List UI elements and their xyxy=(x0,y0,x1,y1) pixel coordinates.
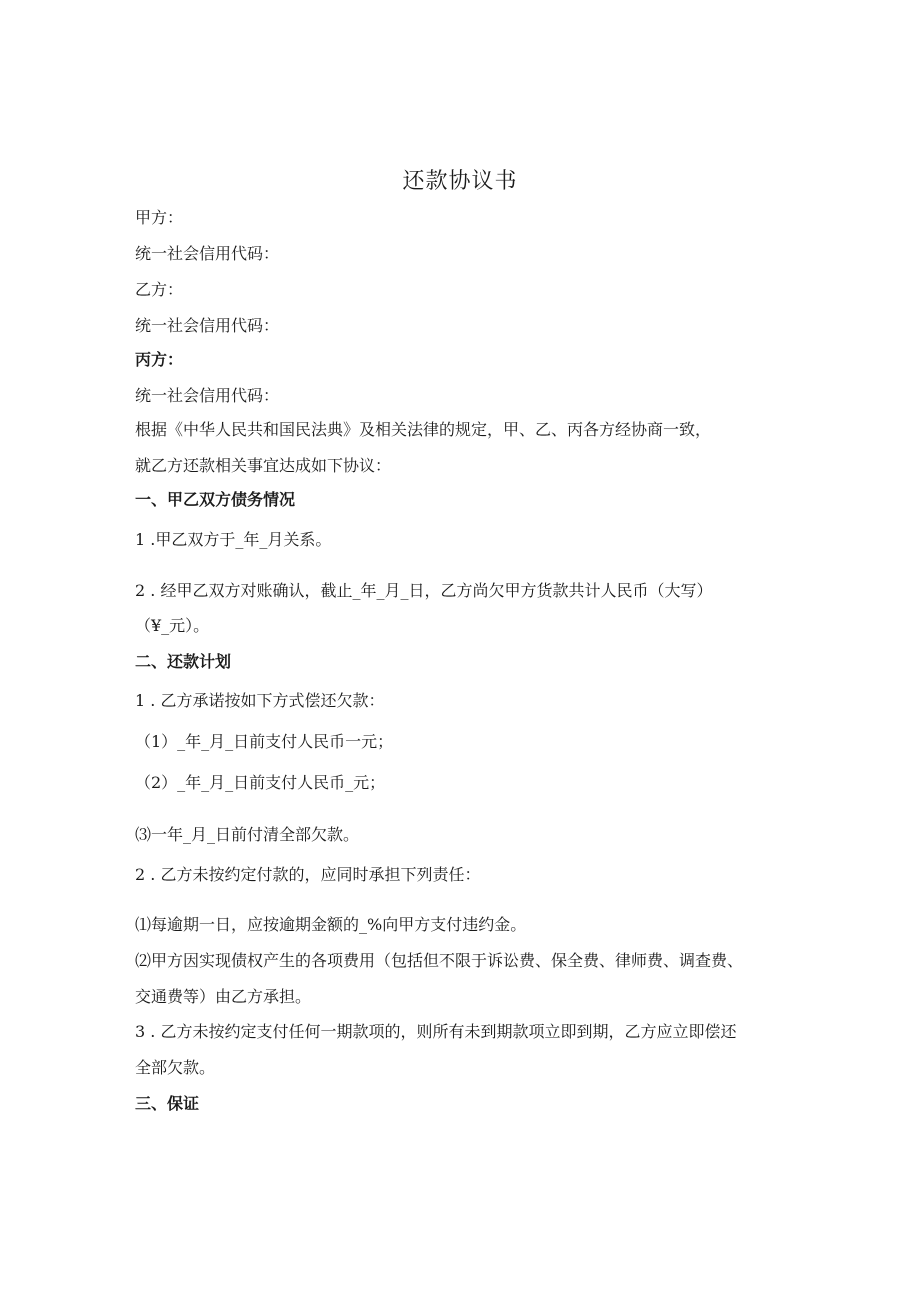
preamble-line-2: 就乙方还款相关事宜达成如下协议： xyxy=(135,456,392,475)
section-2-liability-1: ⑴每逾期一日，应按逾期金额的_%向甲方支付违约金。 xyxy=(135,915,527,934)
section-2-item-1: 1 . 乙方承诺按如下方式偿还欠款： xyxy=(135,691,385,710)
preamble-line-1: 根据《中华人民共和国民法典》及相关法律的规定，甲、乙、丙各方经协商一致， xyxy=(135,420,712,439)
section-2-liability-2-line-1: ⑵甲方因实现债权产生的各项费用（包括但不限于诉讼费、保全费、律师费、调查费、 xyxy=(135,951,744,970)
party-b-label: 乙方： xyxy=(135,280,184,299)
section-2-liability-2-line-2: 交通费等）由乙方承担。 xyxy=(135,987,312,1006)
party-a-credit-code: 统一社会信用代码： xyxy=(135,244,280,263)
section-2-heading: 二、还款计划 xyxy=(135,652,232,671)
section-2-sub-3: ⑶一年_月_日前付清全部欠款。 xyxy=(135,825,360,844)
section-1-heading: 一、甲乙双方债务情况 xyxy=(135,490,296,509)
section-3-heading: 三、保证 xyxy=(135,1094,200,1113)
section-2-sub-2: （2）_年_月_日前支付人民币_元； xyxy=(135,773,386,792)
section-2-sub-1: （1）_年_月_日前支付人民币一元； xyxy=(135,732,394,751)
section-1-item-2-line-2: （¥_元）。 xyxy=(135,616,210,635)
party-c-label: 丙方： xyxy=(135,350,184,369)
party-c-credit-code: 统一社会信用代码： xyxy=(135,386,280,405)
section-2-item-3-line-1: 3 . 乙方未按约定支付任何一期款项的，则所有未到期款项立即到期，乙方应立即偿还 xyxy=(135,1022,737,1041)
section-2-item-2: 2 . 乙方未按约定付款的，应同时承担下列责任： xyxy=(135,865,481,884)
section-1-item-2-line-1: 2 . 经甲乙双方对账确认，截止_年_月_日，乙方尚欠甲方货款共计人民币（大写） xyxy=(135,581,713,600)
section-2-item-3-line-2: 全部欠款。 xyxy=(135,1058,216,1077)
party-a-label: 甲方： xyxy=(135,208,184,227)
party-b-credit-code: 统一社会信用代码： xyxy=(135,316,280,335)
section-1-item-1: 1 .甲乙双方于_年_月关系。 xyxy=(135,530,332,549)
document-title: 还款协议书 xyxy=(402,169,518,194)
